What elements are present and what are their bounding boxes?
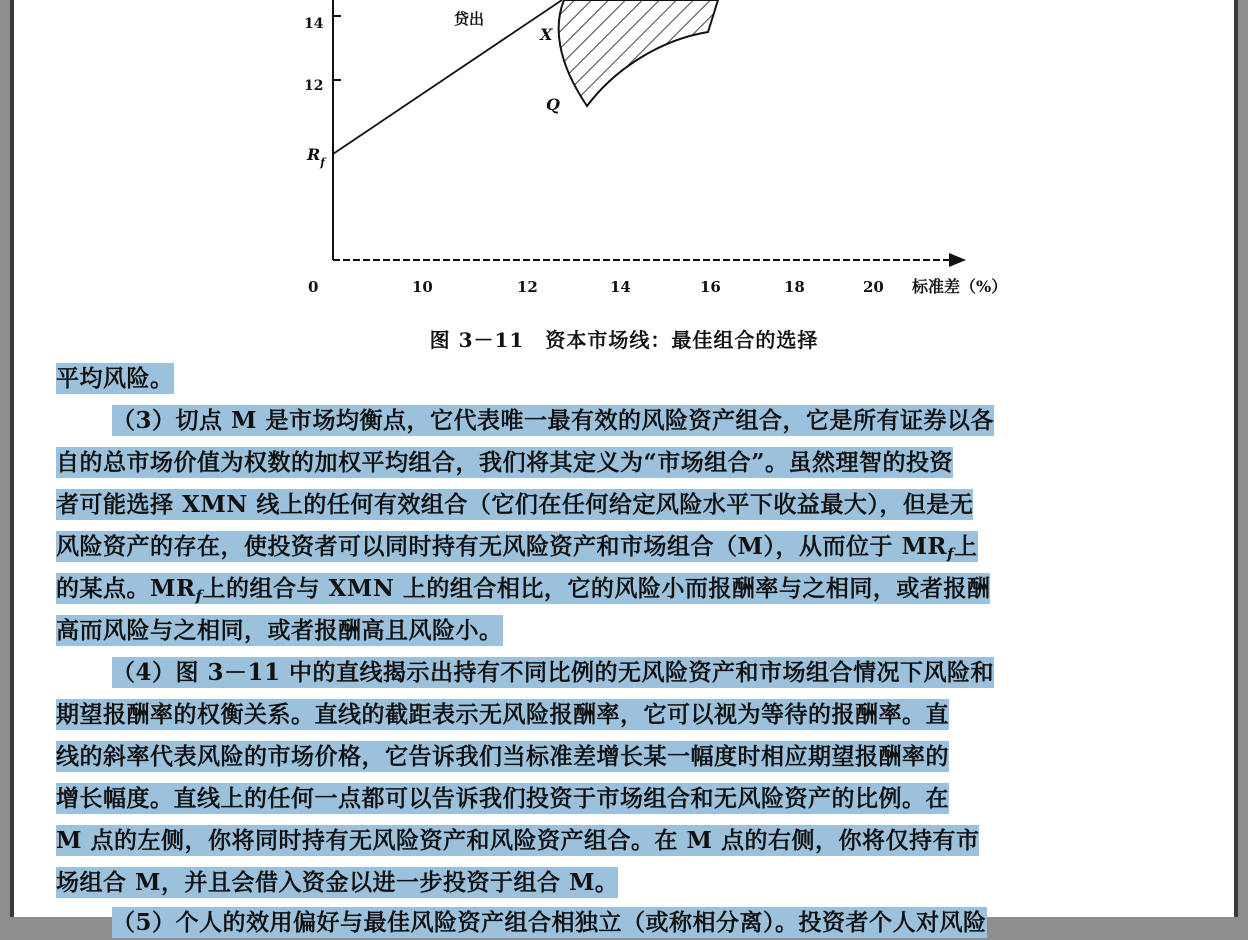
lending-label: 贷出 — [454, 10, 485, 28]
text-line-8: （4）图 3－11 中的直线揭示出持有不同比例的无风险资产和市场组合情况下风险和 — [112, 659, 995, 686]
text-line-4: 者可能选择 XMN 线上的任何有效组合（它们在任何给定风险水平下收益最大），但是无 — [56, 491, 974, 518]
figure-caption: 图 3－11 资本市场线：最佳组合的选择 — [429, 328, 819, 352]
y-tick-label-14: 14 — [304, 16, 324, 32]
x-tick-label-0: 0 — [308, 278, 319, 296]
x-tick-label-20: 20 — [863, 278, 884, 296]
text-line-12: M 点的左侧，你将同时持有无风险资产和风险资产组合。在 M 点的右侧，你将仅持有市 — [56, 827, 980, 854]
y-tick-label-12: 12 — [304, 78, 324, 94]
point-x-label: X — [540, 25, 553, 44]
text-line-3: 自的总市场价值为权数的加权平均组合，我们将其定义为“市场组合”。虽然理智的投资 — [56, 449, 953, 476]
x-tick-label-14: 14 — [610, 278, 631, 296]
text-line-14: （5）个人的效用偏好与最佳风险资产组合相独立（或称相分离）。投资者个人对风险 — [112, 909, 987, 936]
x-tick-label-12: 12 — [517, 278, 538, 296]
x-tick-label-16: 16 — [700, 278, 721, 296]
text-line-9: 期望报酬率的权衡关系。直线的截距表示无风险报酬率，它可以视为等待的报酬率。直 — [56, 701, 949, 728]
subscript-f: f — [195, 587, 203, 605]
page-edge-right — [1234, 0, 1238, 917]
text-line-1: 平均风险。 — [56, 365, 174, 392]
capital-market-line-chart — [14, 0, 1234, 310]
x-axis-arrow — [949, 253, 966, 267]
text-line-6: 的某点。$MR_f$上的组合与 XMN 上的组合相比，它的风险小而报酬率与之相同，或者报酬 — [56, 575, 991, 605]
capital-market-line — [333, 0, 562, 154]
x-axis-label: 标准差（%） — [912, 277, 1008, 296]
text-line-10: 线的斜率代表风险的市场价格，它告诉我们当标准差增长某一幅度时相应期望报酬率的 — [56, 743, 949, 770]
text-line-5: 风险资产的存在，使投资者可以同时持有无风险资产和市场组合（M），从而位于 $MR_f$上 — [56, 533, 978, 563]
text-line-2: （3）切点 M 是市场均衡点，它代表唯一最有效的风险资产组合，它是所有证券以各 — [112, 407, 994, 434]
rf-label: $R_f$ — [306, 145, 327, 169]
x-tick-label-18: 18 — [784, 278, 805, 296]
document-page — [14, 0, 1234, 936]
rf-subscript: f — [320, 156, 326, 169]
text-line-13: 场组合 M，并且会借入资金以进一步投资于组合 M。 — [56, 869, 619, 896]
subscript-f: f — [947, 545, 954, 563]
text-line-7: 高而风险与之相同，或者报酬高且风险小。 — [56, 617, 503, 644]
text-line-11: 增长幅度。直线上的任何一点都可以告诉我们投资于市场组合和无风险资产的比例。在 — [56, 785, 949, 812]
risky-asset-region — [559, 0, 718, 106]
point-q-label: Q — [546, 95, 560, 114]
x-tick-label-10: 10 — [412, 278, 433, 296]
